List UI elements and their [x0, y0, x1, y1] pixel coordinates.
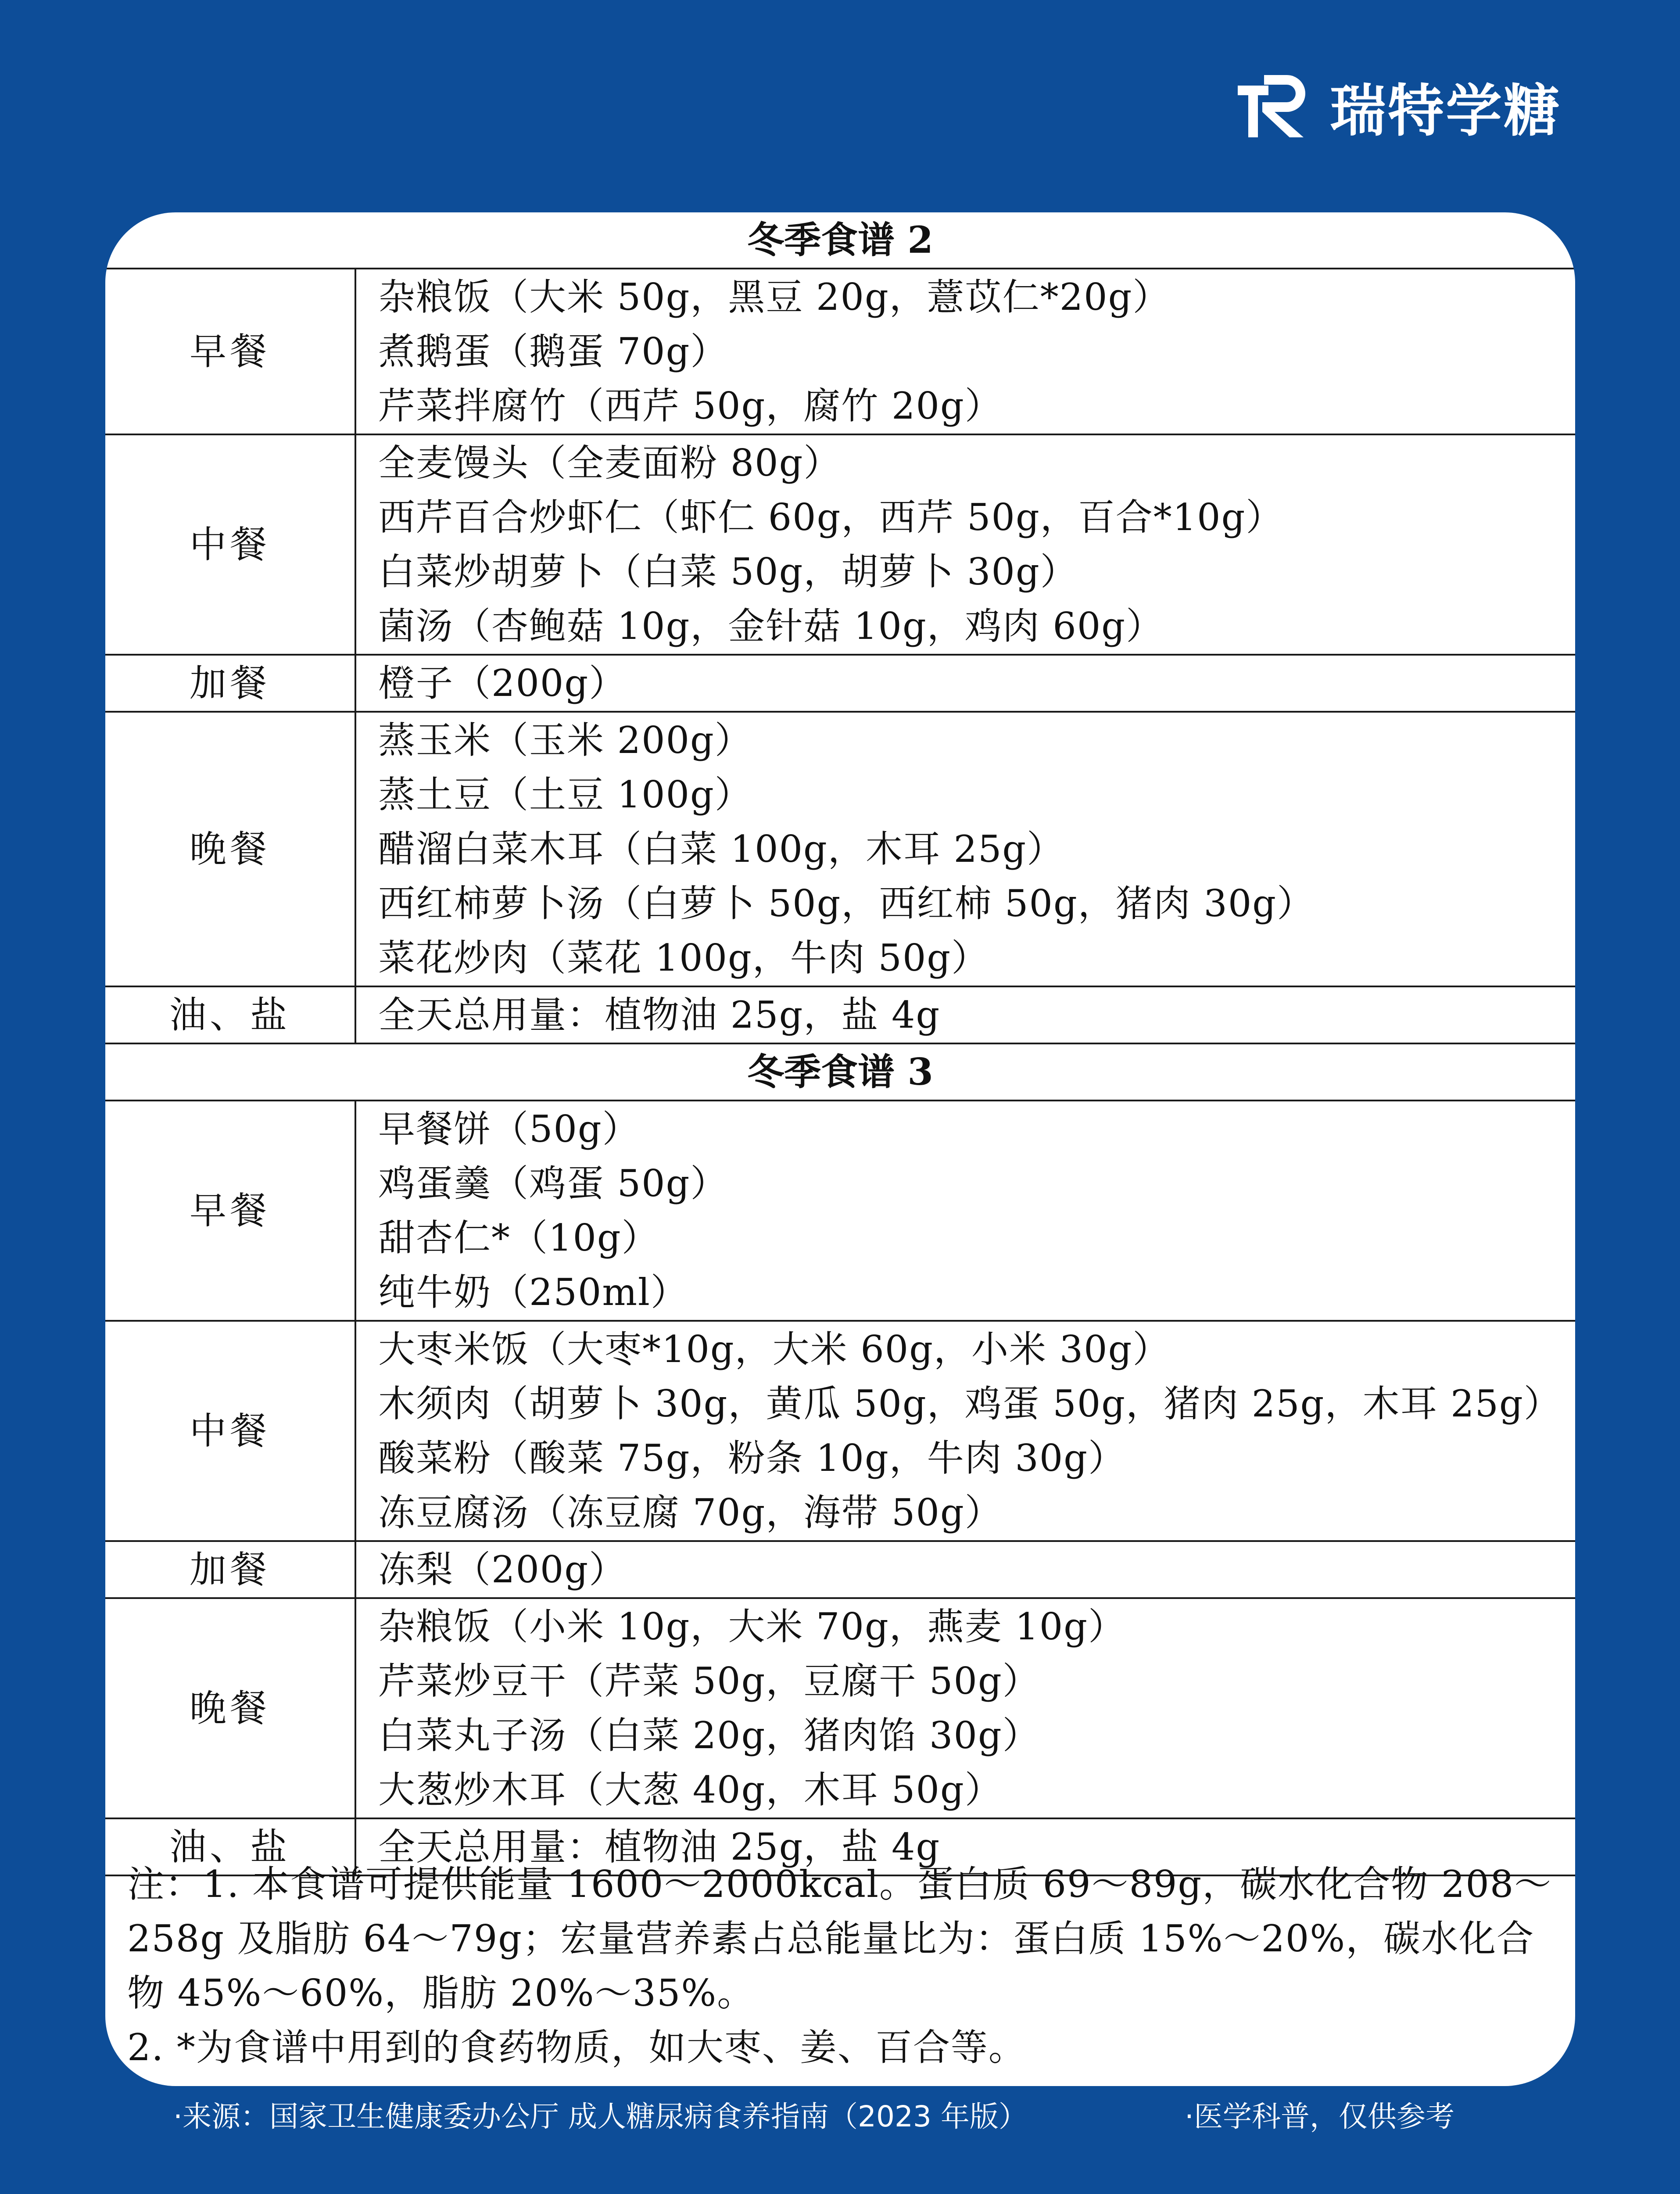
meal-row	[105, 1598, 1575, 1818]
dish-item: 菜花炒肉（菜花 100g，牛肉 50g）	[378, 936, 989, 979]
menu-card	[105, 212, 1575, 2086]
note-line: 注：1. 本食谱可提供能量 1600～2000kcal。蛋白质 69～89g，碳水化合物 208～	[127, 1863, 1552, 1906]
note-line: 258g 及脂肪 64～79g；宏量营养素占总能量比为：蛋白质 15%～20%，碳水化合	[127, 1917, 1535, 1960]
dish-item: 蒸土豆（土豆 100g）	[378, 773, 752, 816]
dish-item: 甜杏仁*（10g）	[378, 1216, 659, 1259]
meal-items	[355, 1598, 1575, 1818]
brand	[1238, 66, 1562, 147]
meal-name: 晚餐	[105, 1598, 355, 1818]
meal-row	[105, 1321, 1575, 1541]
meal-name: 油、盐	[105, 1818, 355, 1875]
dish-item: 菌汤（杏鲍菇 10g，金针菇 10g，鸡肉 60g）	[378, 605, 1164, 648]
dish-item: 酸菜粉（酸菜 75g，粉条 10g，牛肉 30g）	[378, 1437, 1126, 1480]
meal-row	[105, 1101, 1575, 1321]
dish-item: 醋溜白菜木耳（白菜 100g，木耳 25g）	[378, 828, 1065, 871]
meal-items	[355, 655, 1575, 712]
meal-items	[355, 986, 1575, 1043]
dish-item: 白菜炒胡萝卜（白菜 50g，胡萝卜 30g）	[378, 550, 1078, 593]
meal-items	[355, 434, 1575, 655]
dish-item: 鸡蛋羹（鸡蛋 50g）	[378, 1162, 728, 1205]
note-line: 2. *为食谱中用到的食药物质，如大枣、姜、百合等。	[127, 2026, 1026, 2069]
dish-item: 大葱炒木耳（大葱 40g，木耳 50g）	[378, 1768, 1003, 1811]
dish-item: 大枣米饭（大枣*10g，大米 60g，小米 30g）	[378, 1328, 1171, 1371]
menu-title-row	[105, 212, 1575, 269]
meal-name: 晚餐	[105, 712, 355, 986]
meal-name: 加餐	[105, 1541, 355, 1598]
meal-row	[105, 712, 1575, 986]
brand-name: 瑞特学糖	[1329, 79, 1562, 144]
meal-name: 中餐	[105, 434, 355, 655]
source-text: ·来源：国家卫生健康委办公厅 成人糖尿病食养指南（2023 年版）	[173, 2100, 1028, 2133]
menu-title: 冬季食谱 3	[105, 1043, 1575, 1101]
dish-item: 全天总用量：植物油 25g，盐 4g	[378, 993, 941, 1036]
meal-name: 早餐	[105, 269, 355, 434]
meal-items	[355, 1541, 1575, 1598]
meal-name: 早餐	[105, 1101, 355, 1321]
dish-item: 西红柿萝卜汤（白萝卜 50g，西红柿 50g，猪肉 30g）	[378, 882, 1315, 925]
meal-row	[105, 655, 1575, 712]
dish-item: 橙子（200g）	[378, 662, 627, 705]
meal-items	[355, 712, 1575, 986]
note-line: 物 45%～60%，脂肪 20%～35%。	[127, 1972, 755, 2015]
dish-item: 蒸玉米（玉米 200g）	[378, 719, 752, 762]
meal-name: 加餐	[105, 655, 355, 712]
dish-item: 冻豆腐汤（冻豆腐 70g，海带 50g）	[378, 1491, 1003, 1534]
dish-item: 全麦馒头（全麦面粉 80g）	[378, 441, 842, 484]
meal-row	[105, 1541, 1575, 1598]
meal-items	[355, 269, 1575, 434]
dish-item: 杂粮饭（大米 50g，黑豆 20g，薏苡仁*20g）	[378, 276, 1171, 319]
meal-items	[355, 1101, 1575, 1321]
meal-name: 油、盐	[105, 986, 355, 1043]
dish-item: 杂粮饭（小米 10g，大米 70g，燕麦 10g）	[378, 1605, 1126, 1648]
rt-logo-icon	[1238, 73, 1312, 139]
meal-row	[105, 986, 1575, 1043]
dish-item: 芹菜炒豆干（芹菜 50g，豆腐干 50g）	[378, 1660, 1040, 1703]
dish-item: 芹菜拌腐竹（西芹 50g，腐竹 20g）	[378, 384, 1003, 427]
notes	[105, 1857, 1575, 2075]
meal-row	[105, 269, 1575, 434]
dish-item: 早餐饼（50g）	[378, 1108, 640, 1151]
dish-item: 白菜丸子汤（白菜 20g，猪肉馅 30g）	[378, 1714, 1040, 1757]
dish-item: 纯牛奶（250ml）	[378, 1271, 688, 1314]
menu-title: 冬季食谱 2	[105, 212, 1575, 269]
dish-item: 煮鹅蛋（鹅蛋 70g）	[378, 330, 728, 373]
meal-name: 中餐	[105, 1321, 355, 1541]
meal-row	[105, 434, 1575, 655]
disclaimer-text: ·医学科普，仅供参考	[1185, 2100, 1454, 2133]
dish-item: 冻梨（200g）	[378, 1548, 627, 1591]
dish-item: 西芹百合炒虾仁（虾仁 60g，西芹 50g，百合*10g）	[378, 496, 1284, 539]
dish-item: 木须肉（胡萝卜 30g，黄瓜 50g，鸡蛋 50g，猪肉 25g，木耳 25g）	[378, 1382, 1562, 1425]
meal-items	[355, 1321, 1575, 1541]
dish-item: 全天总用量：植物油 25g，盐 4g	[378, 1825, 941, 1868]
menu-table	[105, 212, 1575, 1876]
menu-title-row	[105, 1043, 1575, 1101]
